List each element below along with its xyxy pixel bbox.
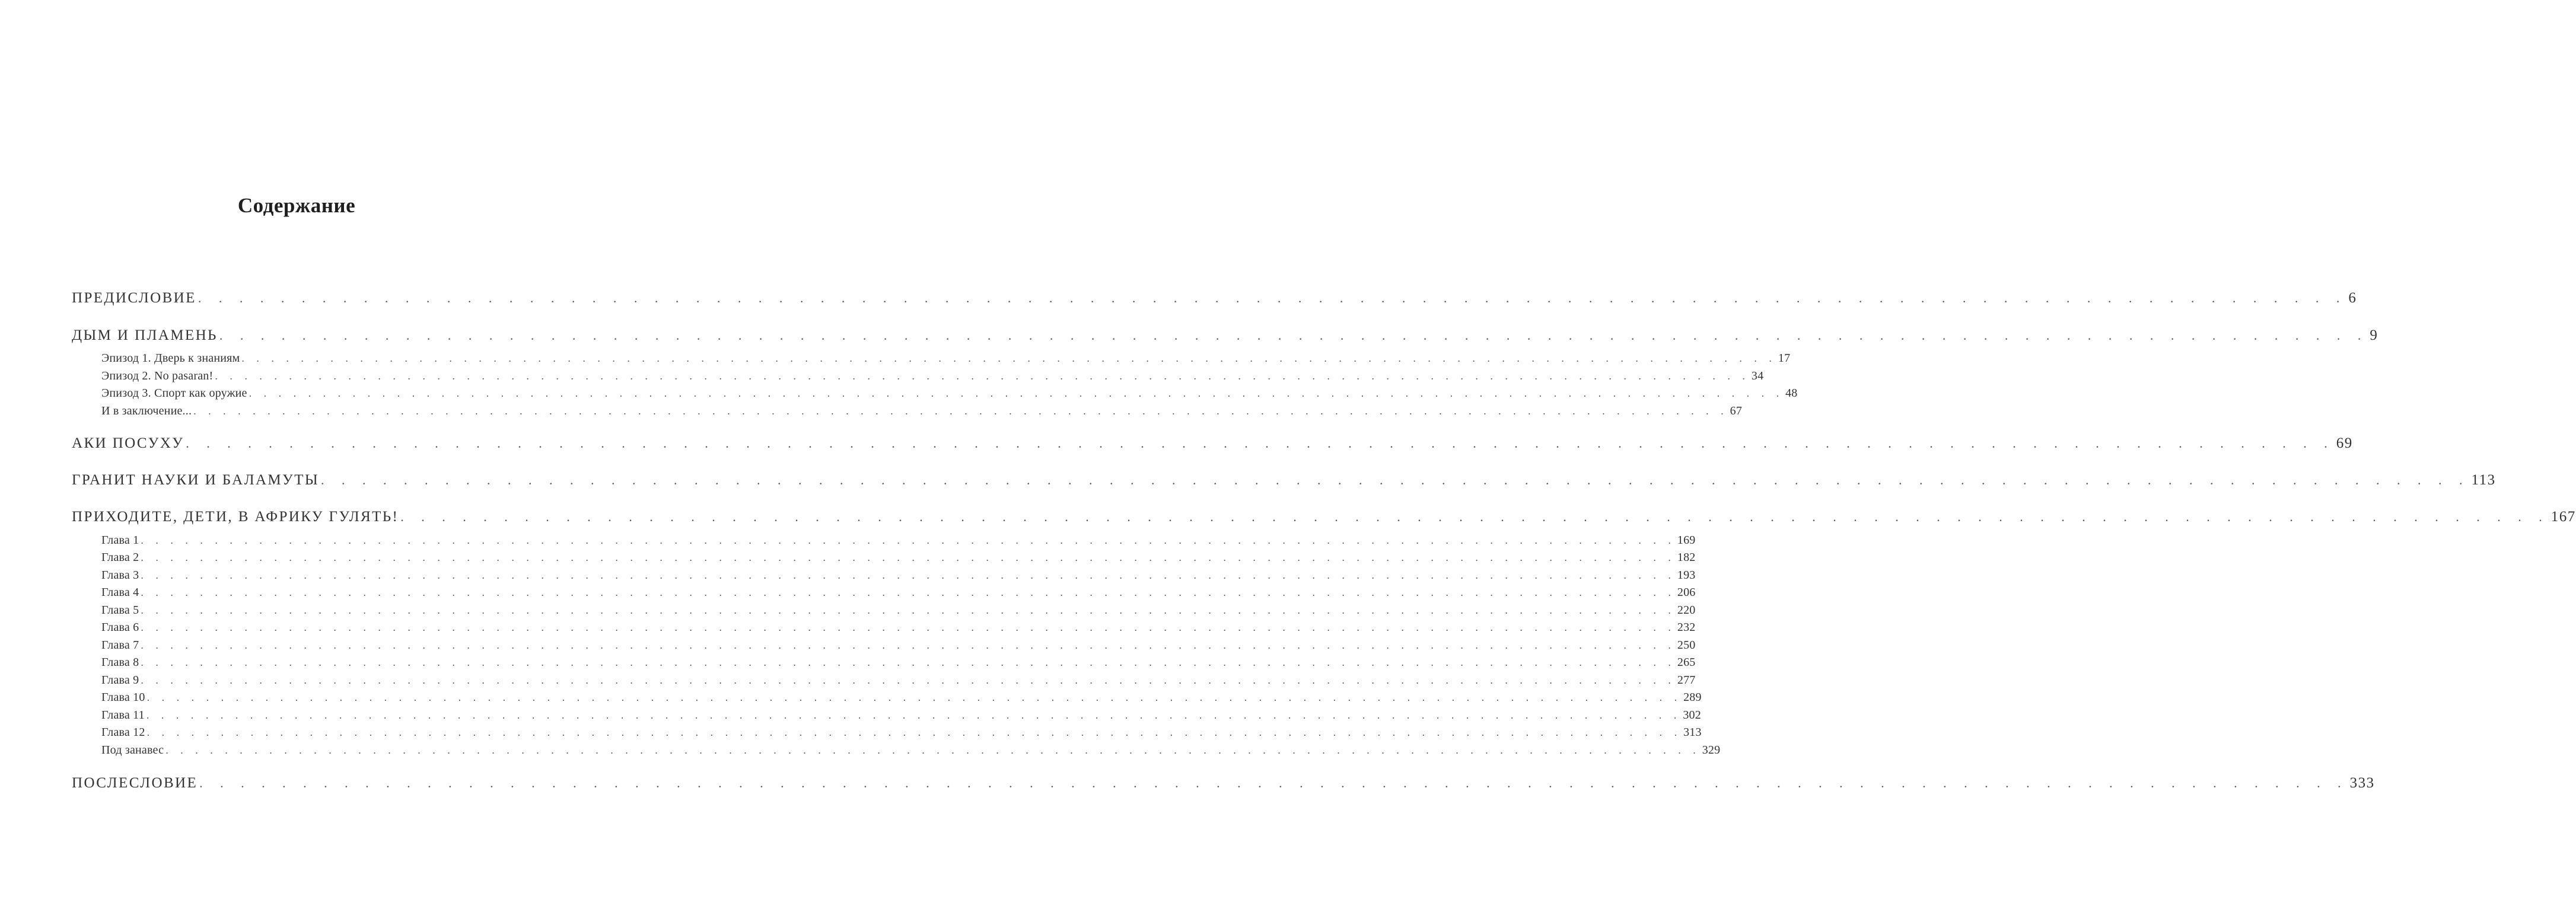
dot-leader: . . . . . . . . . . . . . . . . . . . . . . . . . . . . . . . . . . . . . . . . . . . . . . . . . . . . . . . . . . . . . . . . . . . . . . . . . . . . . . . . . . . . . . . . . . . . . . . . . . . . . . . . bbox=[193, 405, 1728, 417]
toc-subsection-title: Глава 9 bbox=[101, 674, 139, 687]
dot-leader: . . . . . . . . . . . . . . . . . . . . . . . . . . . . . . . . . . . . . . . . . . . . . . . . . . . . . . . . . . . . . . . . . . . . . . . . . . . . . . . . . . . . . . . . . . . . . . . . . . . . . . . . bbox=[198, 291, 2347, 305]
toc-subsection bbox=[101, 602, 1696, 618]
dot-leader: . . . . . . . . . . . . . . . . . . . . . . . . . . . . . . . . . . . . . . . . . . . . . . . . . . . . . . . . . . . . . . . . . . . . . . . . . . . . . . . . . . . . . . . . . . . . . . . . . . . . . . . . bbox=[141, 639, 1676, 651]
dot-leader: . . . . . . . . . . . . . . . . . . . . . . . . . . . . . . . . . . . . . . . . . . . . . . . . . . . . . . . . . . . . . . . . . . . . . . . . . . . . . . . . . . . . . . . . . . . . . . . . . . . . . . . . bbox=[141, 674, 1676, 686]
dot-leader: . . . . . . . . . . . . . . . . . . . . . . . . . . . . . . . . . . . . . . . . . . . . . . . . . . . . . . . . . . . . . . . . . . . . . . . . . . . . . . . . . . . . . . . . . . . . . . . . . . . . . . . . bbox=[249, 387, 1784, 399]
dot-leader: . . . . . . . . . . . . . . . . . . . . . . . . . . . . . . . . . . . . . . . . . . . . . . . . . . . . . . . . . . . . . . . . . . . . . . . . . . . . . . . . . . . . . . . . . . . . . . . . . . . . . . . . bbox=[141, 551, 1676, 563]
dot-leader: . . . . . . . . . . . . . . . . . . . . . . . . . . . . . . . . . . . . . . . . . . . . . . . . . . . . . . . . . . . . . . . . . . . . . . . . . . . . . . . . . . . . . . . . . . . . . . . . . . . . . . . . bbox=[141, 604, 1676, 616]
dot-leader: . . . . . . . . . . . . . . . . . . . . . . . . . . . . . . . . . . . . . . . . . . . . . . . . . . . . . . . . . . . . . . . . . . . . . . . . . . . . . . . . . . . . . . . . . . . . . . . . . . . . . . . . bbox=[141, 586, 1676, 598]
toc-subsection-title: Глава 11 bbox=[101, 709, 145, 722]
toc-page-number: 67 bbox=[1730, 404, 1743, 417]
toc-page-number: 289 bbox=[1683, 691, 1702, 704]
table-of-contents bbox=[72, 0, 2576, 922]
toc-subsection-title: Глава 2 bbox=[101, 551, 139, 564]
toc-section-title: ПРИХОДИТЕ, ДЕТИ, В АФРИКУ ГУЛЯТЬ! bbox=[72, 509, 399, 525]
dot-leader: . . . . . . . . . . . . . . . . . . . . . . . . . . . . . . . . . . . . . . . . . . . . . . . . . . . . . . . . . . . . . . . . . . . . . . . . . . . . . . . . . . . . . . . . . . . . . . . . . . . . . . . . bbox=[141, 569, 1676, 581]
dot-leader: . . . . . . . . . . . . . . . . . . . . . . . . . . . . . . . . . . . . . . . . . . . . . . . . . . . . . . . . . . . . . . . . . . . . . . . . . . . . . . . . . . . . . . . . . . . . . . . . . . . . . . . . bbox=[141, 534, 1676, 546]
toc-page-number: 206 bbox=[1677, 586, 1696, 599]
toc-page-number: 6 bbox=[2348, 290, 2357, 306]
toc-subsection-title: Эпизод 1. Дверь к знаниям bbox=[101, 352, 240, 365]
toc-page-number: 69 bbox=[2336, 435, 2353, 451]
toc-page-number: 333 bbox=[2349, 775, 2375, 791]
toc-subsection bbox=[101, 549, 1696, 566]
toc-page-number: 250 bbox=[1677, 639, 1696, 652]
dot-leader: . . . . . . . . . . . . . . . . . . . . . . . . . . . . . . . . . . . . . . . . . . . . . . . . . . . . . . . . . . . . . . . . . . . . . . . . . . . . . . . . . . . . . . . . . . . . . . . . . . . . . . . . bbox=[219, 328, 2368, 343]
toc-subsection bbox=[101, 707, 1701, 723]
toc-subsection bbox=[101, 742, 1721, 758]
toc-section bbox=[72, 324, 2378, 347]
toc-subsection-title: И в заключение... bbox=[101, 404, 192, 417]
toc-page-number: 167 bbox=[2550, 509, 2576, 525]
dot-leader: . . . . . . . . . . . . . . . . . . . . . . . . . . . . . . . . . . . . . . . . . . . . . . . . . . . . . . . . . . . . . . . . . . . . . . . . . . . . . . . . . . . . . . . . . . . . . . . . . . . . . . . . bbox=[199, 776, 2348, 790]
toc-subsection bbox=[101, 403, 1743, 419]
toc-page-number: 329 bbox=[1702, 744, 1721, 757]
toc-page-number: 313 bbox=[1683, 726, 1702, 739]
toc-subsection-title: Глава 5 bbox=[101, 604, 139, 617]
toc-subsection-title: Под занавес bbox=[101, 744, 164, 757]
dot-leader: . . . . . . . . . . . . . . . . . . . . . . . . . . . . . . . . . . . . . . . . . . . . . . . . . . . . . . . . . . . . . . . . . . . . . . . . . . . . . . . . . . . . . . . . . . . . . . . . . . . . . . . . bbox=[400, 509, 2549, 524]
dot-leader: . . . . . . . . . . . . . . . . . . . . . . . . . . . . . . . . . . . . . . . . . . . . . . . . . . . . . . . . . . . . . . . . . . . . . . . . . . . . . . . . . . . . . . . . . . . . . . . . . . . . . . . . bbox=[146, 709, 1682, 721]
dot-leader: . . . . . . . . . . . . . . . . . . . . . . . . . . . . . . . . . . . . . . . . . . . . . . . . . . . . . . . . . . . . . . . . . . . . . . . . . . . . . . . . . . . . . . . . . . . . . . . . . . . . . . . . bbox=[147, 691, 1682, 703]
toc-subsection-title: Глава 10 bbox=[101, 691, 145, 704]
toc-page-number: 9 bbox=[2370, 327, 2378, 343]
toc-subsection-title: Эпизод 3. Спорт как оружие bbox=[101, 387, 247, 400]
dot-leader: . . . . . . . . . . . . . . . . . . . . . . . . . . . . . . . . . . . . . . . . . . . . . . . . . . . . . . . . . . . . . . . . . . . . . . . . . . . . . . . . . . . . . . . . . . . . . . . . . . . . . . . . bbox=[186, 436, 2335, 451]
toc-section-title: ГРАНИТ НАУКИ И БАЛАМУТЫ bbox=[72, 472, 320, 488]
toc-subsection-title: Глава 4 bbox=[101, 586, 139, 599]
toc-section bbox=[72, 432, 2353, 455]
toc-subsection bbox=[101, 654, 1696, 671]
toc-section bbox=[72, 506, 2576, 528]
toc-subsection bbox=[101, 350, 1791, 366]
toc-page-number: 48 bbox=[1785, 387, 1798, 400]
toc-page-number: 193 bbox=[1677, 569, 1696, 582]
toc-subsection bbox=[101, 724, 1702, 741]
toc-subsection-title: Глава 8 bbox=[101, 656, 139, 669]
toc-page-number: 220 bbox=[1677, 604, 1696, 617]
toc-subsection-title: Глава 12 bbox=[101, 726, 145, 739]
toc-section-title: ПРЕДИСЛОВИЕ bbox=[72, 290, 196, 306]
toc-section-title: ПОСЛЕСЛОВИЕ bbox=[72, 775, 198, 791]
toc-section bbox=[72, 772, 2375, 795]
toc-subsection bbox=[101, 584, 1696, 601]
dot-leader: . . . . . . . . . . . . . . . . . . . . . . . . . . . . . . . . . . . . . . . . . . . . . . . . . . . . . . . . . . . . . . . . . . . . . . . . . . . . . . . . . . . . . . . . . . . . . . . . . . . . . . . . bbox=[147, 726, 1682, 738]
toc-page-number: 232 bbox=[1677, 621, 1696, 634]
dot-leader: . . . . . . . . . . . . . . . . . . . . . . . . . . . . . . . . . . . . . . . . . . . . . . . . . . . . . . . . . . . . . . . . . . . . . . . . . . . . . . . . . . . . . . . . . . . . . . . . . . . . . . . . bbox=[141, 621, 1676, 633]
dot-leader: . . . . . . . . . . . . . . . . . . . . . . . . . . . . . . . . . . . . . . . . . . . . . . . . . . . . . . . . . . . . . . . . . . . . . . . . . . . . . . . . . . . . . . . . . . . . . . . . . . . . . . . . bbox=[241, 352, 1776, 364]
toc-subsection-title: Глава 7 bbox=[101, 639, 139, 652]
dot-leader: . . . . . . . . . . . . . . . . . . . . . . . . . . . . . . . . . . . . . . . . . . . . . . . . . . . . . . . . . . . . . . . . . . . . . . . . . . . . . . . . . . . . . . . . . . . . . . . . . . . . . . . . bbox=[141, 656, 1676, 668]
toc-page-number: 302 bbox=[1683, 709, 1701, 722]
toc-section-title: ДЫМ И ПЛАМЕНЬ bbox=[72, 327, 218, 343]
toc-subsection-title: Эпизод 2. No pasaran! bbox=[101, 369, 214, 382]
toc-page-number: 277 bbox=[1677, 674, 1696, 687]
toc-subsection bbox=[101, 532, 1696, 548]
dot-leader: . . . . . . . . . . . . . . . . . . . . . . . . . . . . . . . . . . . . . . . . . . . . . . . . . . . . . . . . . . . . . . . . . . . . . . . . . . . . . . . . . . . . . . . . . . . . . . . . . . . . . . . . bbox=[215, 370, 1750, 382]
page-title: Содержание bbox=[237, 194, 356, 217]
toc-subsection-title: Глава 6 bbox=[101, 621, 139, 634]
toc-subsection-title: Глава 1 bbox=[101, 534, 139, 547]
dot-leader: . . . . . . . . . . . . . . . . . . . . . . . . . . . . . . . . . . . . . . . . . . . . . . . . . . . . . . . . . . . . . . . . . . . . . . . . . . . . . . . . . . . . . . . . . . . . . . . . . . . . . . . . bbox=[165, 744, 1701, 756]
toc-subsection-title: Глава 3 bbox=[101, 569, 139, 582]
toc-subsection bbox=[101, 619, 1696, 636]
toc-subsection bbox=[101, 385, 1798, 401]
dot-leader: . . . . . . . . . . . . . . . . . . . . . . . . . . . . . . . . . . . . . . . . . . . . . . . . . . . . . . . . . . . . . . . . . . . . . . . . . . . . . . . . . . . . . . . . . . . . . . . . . . . . . . . . bbox=[321, 473, 2470, 487]
toc-section-title: АКИ ПОСУХУ bbox=[72, 435, 184, 451]
toc-page-number: 17 bbox=[1778, 352, 1791, 365]
toc-page-number: 34 bbox=[1751, 369, 1764, 382]
toc-subsection bbox=[101, 368, 1764, 384]
toc-section bbox=[72, 287, 2357, 310]
toc-subsection bbox=[101, 637, 1696, 653]
toc-page-number: 265 bbox=[1677, 656, 1696, 669]
toc-subsection bbox=[101, 567, 1696, 583]
toc-page-number: 113 bbox=[2471, 472, 2496, 488]
toc-page-number: 169 bbox=[1677, 534, 1696, 547]
toc-subsection bbox=[101, 672, 1696, 688]
toc-page-number: 182 bbox=[1677, 551, 1696, 564]
toc-section bbox=[72, 469, 2496, 492]
toc-subsection bbox=[101, 689, 1702, 706]
